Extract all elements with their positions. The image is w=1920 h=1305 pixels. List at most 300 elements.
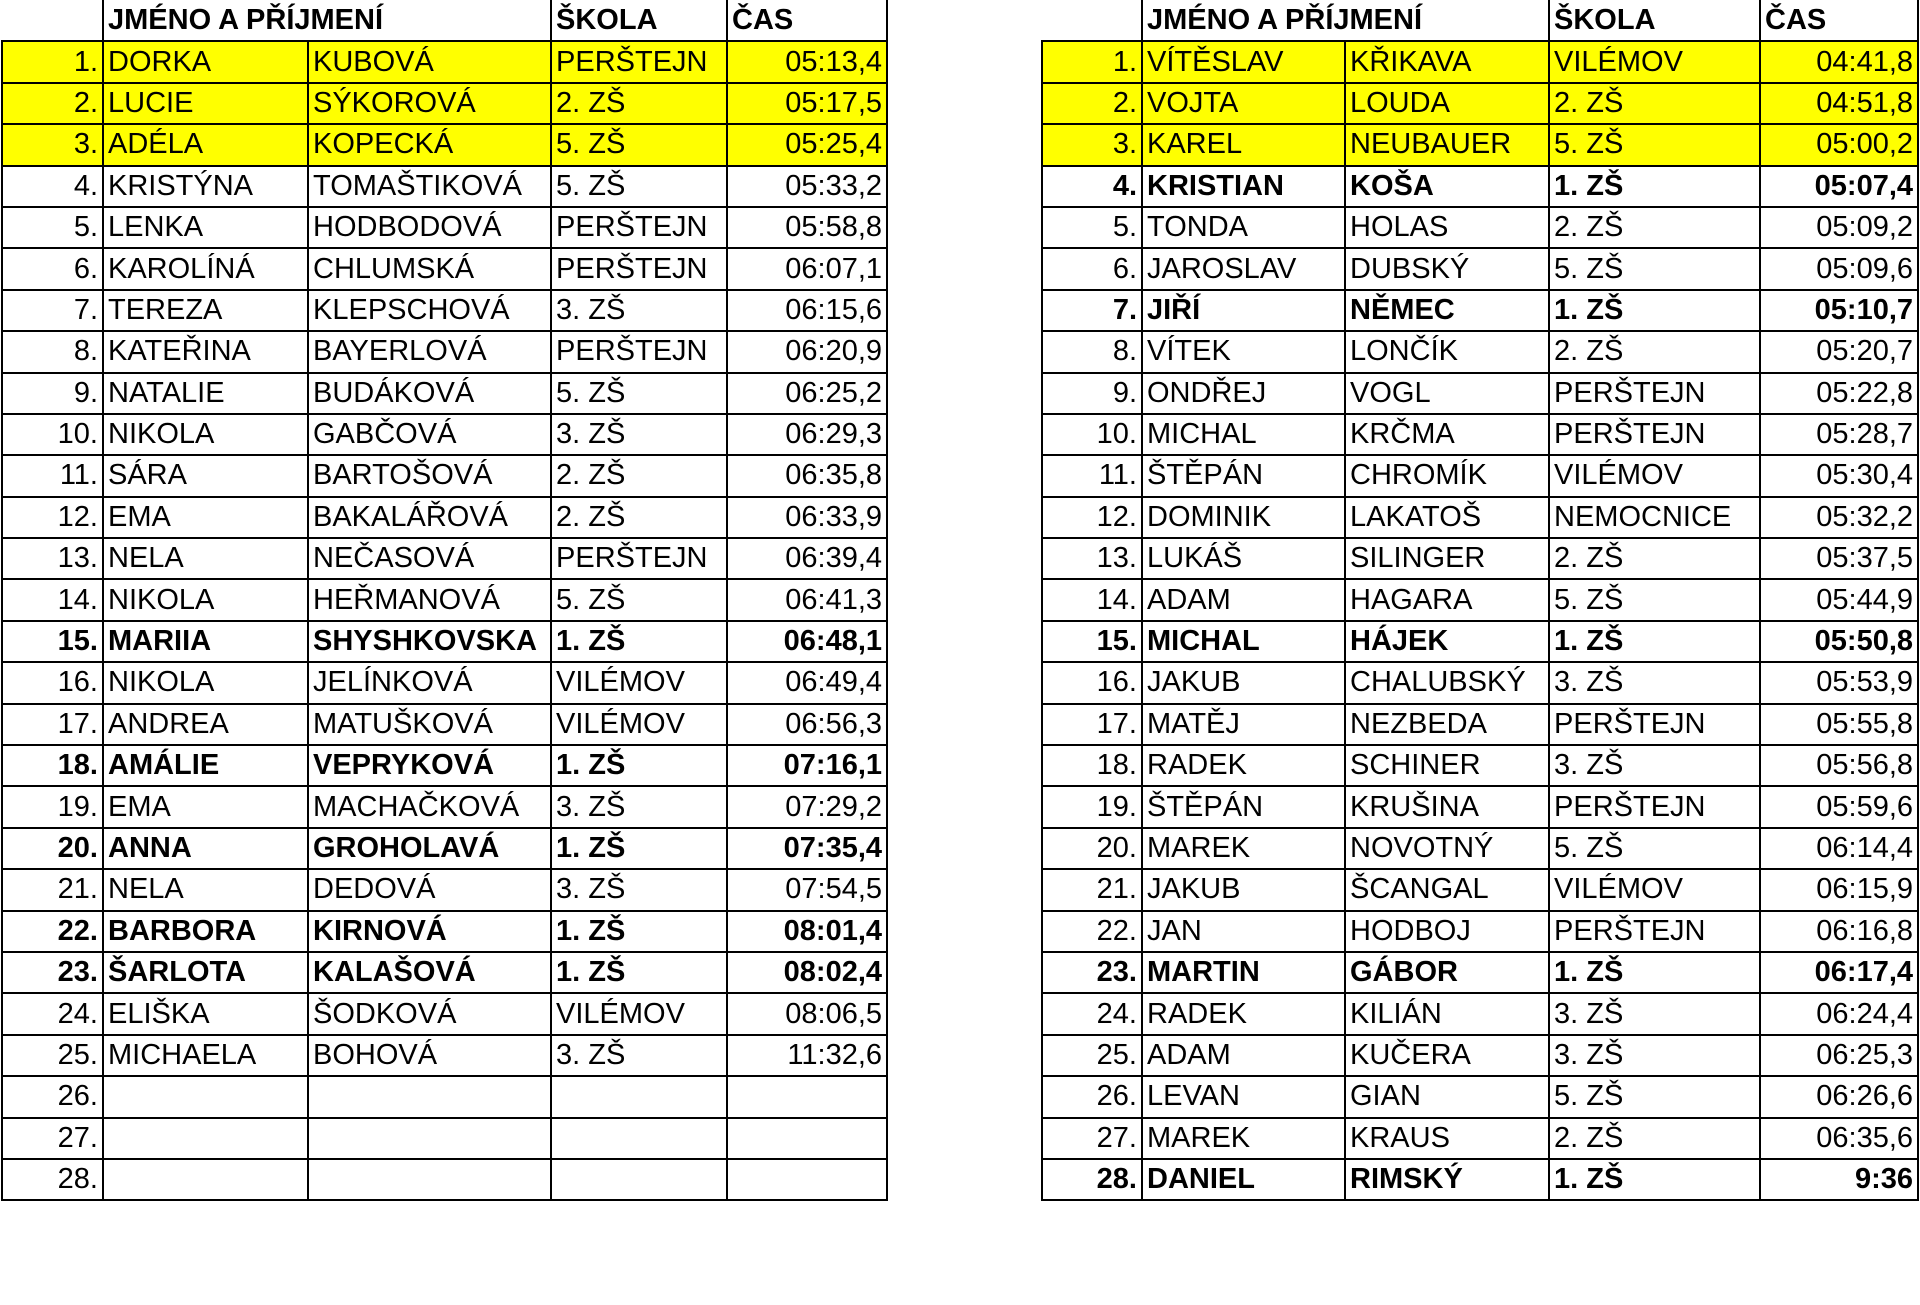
school-cell: 3. ZŠ — [1549, 1035, 1760, 1076]
rank-cell: 15. — [1042, 621, 1142, 662]
rank-cell: 4. — [1042, 166, 1142, 207]
first-name-cell: LUKÁŠ — [1142, 538, 1345, 579]
boys-result-row — [1042, 579, 1918, 620]
last-name-cell: MACHAČKOVÁ — [308, 786, 551, 827]
first-name-cell: MICHAL — [1142, 621, 1345, 662]
boys-result-row — [1042, 166, 1918, 207]
time-cell: 05:07,4 — [1760, 166, 1918, 207]
first-name-cell — [103, 1159, 308, 1200]
time-cell: 06:29,3 — [727, 414, 887, 455]
rank-cell: 25. — [2, 1035, 103, 1076]
boys-result-row — [1042, 1118, 1918, 1159]
rank-cell: 26. — [1042, 1076, 1142, 1117]
boys-result-row — [1042, 786, 1918, 827]
last-name-cell: DUBSKÝ — [1345, 248, 1549, 289]
girls-result-row — [2, 1076, 887, 1117]
first-name-cell: VÍTEK — [1142, 331, 1345, 372]
school-cell: PERŠTEJN — [551, 207, 727, 248]
rank-cell: 10. — [1042, 414, 1142, 455]
rank-cell: 23. — [2, 952, 103, 993]
school-cell: 5. ZŠ — [1549, 1076, 1760, 1117]
rank-cell: 23. — [1042, 952, 1142, 993]
time-cell: 11:32,6 — [727, 1035, 887, 1076]
rank-cell: 11. — [1042, 455, 1142, 496]
rank-cell: 19. — [2, 786, 103, 827]
rank-cell: 20. — [1042, 828, 1142, 869]
first-name-cell: EMA — [103, 497, 308, 538]
time-cell — [727, 1076, 887, 1117]
rank-cell: 1. — [1042, 41, 1142, 82]
school-cell: PERŠTEJN — [551, 41, 727, 82]
boys-result-row — [1042, 455, 1918, 496]
boys-result-row — [1042, 662, 1918, 703]
last-name-cell: BARTOŠOVÁ — [308, 455, 551, 496]
first-name-cell: SÁRA — [103, 455, 308, 496]
school-cell: 2. ZŠ — [1549, 538, 1760, 579]
rank-cell: 28. — [1042, 1159, 1142, 1200]
rank-cell: 21. — [1042, 869, 1142, 910]
girls-result-row — [2, 993, 887, 1034]
last-name-cell: GROHOLAVÁ — [308, 828, 551, 869]
first-name-cell: ADÉLA — [103, 124, 308, 165]
time-cell: 04:41,8 — [1760, 41, 1918, 82]
rank-cell: 17. — [2, 704, 103, 745]
first-name-cell: ADAM — [1142, 579, 1345, 620]
first-name-cell: ELIŠKA — [103, 993, 308, 1034]
girls-result-row — [2, 414, 887, 455]
time-cell: 05:53,9 — [1760, 662, 1918, 703]
boys-result-row — [1042, 248, 1918, 289]
boys-result-row — [1042, 83, 1918, 124]
first-name-cell: JAKUB — [1142, 869, 1345, 910]
boys-result-row — [1042, 414, 1918, 455]
rank-cell: 22. — [1042, 911, 1142, 952]
last-name-cell: KLEPSCHOVÁ — [308, 290, 551, 331]
last-name-cell: KILIÁN — [1345, 993, 1549, 1034]
time-cell: 07:29,2 — [727, 786, 887, 827]
rank-cell: 5. — [2, 207, 103, 248]
rank-cell: 28. — [2, 1159, 103, 1200]
school-cell: 5. ZŠ — [551, 124, 727, 165]
school-cell — [551, 1159, 727, 1200]
school-cell: 5. ZŠ — [551, 373, 727, 414]
girls-result-row — [2, 1118, 887, 1159]
last-name-cell: HOLAS — [1345, 207, 1549, 248]
rank-cell: 25. — [1042, 1035, 1142, 1076]
girls-results-table — [1, 0, 888, 1201]
first-name-cell: NATALIE — [103, 373, 308, 414]
time-cell: 06:17,4 — [1760, 952, 1918, 993]
boys-result-row — [1042, 538, 1918, 579]
school-cell: 5. ZŠ — [1549, 248, 1760, 289]
last-name-cell: HODBODOVÁ — [308, 207, 551, 248]
first-name-cell: NELA — [103, 538, 308, 579]
last-name-cell — [308, 1159, 551, 1200]
school-cell: VILÉMOV — [1549, 869, 1760, 910]
first-name-cell: JIŘÍ — [1142, 290, 1345, 331]
first-name-cell: MAREK — [1142, 1118, 1345, 1159]
school-cell: PERŠTEJN — [1549, 414, 1760, 455]
first-name-cell: ŠARLOTA — [103, 952, 308, 993]
rank-cell: 14. — [2, 579, 103, 620]
school-cell: 2. ZŠ — [1549, 207, 1760, 248]
school-cell: PERŠTEJN — [551, 248, 727, 289]
last-name-cell: GABČOVÁ — [308, 414, 551, 455]
time-cell: 05:20,7 — [1760, 331, 1918, 372]
rank-cell: 8. — [1042, 331, 1142, 372]
boys-result-row — [1042, 828, 1918, 869]
last-name-cell: VOGL — [1345, 373, 1549, 414]
school-cell: PERŠTEJN — [1549, 786, 1760, 827]
first-name-cell: ONDŘEJ — [1142, 373, 1345, 414]
last-name-cell: TOMAŠTIKOVÁ — [308, 166, 551, 207]
first-name-cell: DANIEL — [1142, 1159, 1345, 1200]
time-cell: 07:16,1 — [727, 745, 887, 786]
first-name-cell: ŠTĚPÁN — [1142, 786, 1345, 827]
first-name-cell: JAROSLAV — [1142, 248, 1345, 289]
rank-cell: 10. — [2, 414, 103, 455]
last-name-cell: KŘIKAVA — [1345, 41, 1549, 82]
time-cell: 06:20,9 — [727, 331, 887, 372]
boys-result-row — [1042, 745, 1918, 786]
last-name-cell: KOPECKÁ — [308, 124, 551, 165]
girls-result-row — [2, 704, 887, 745]
school-cell: 5. ZŠ — [551, 579, 727, 620]
time-cell: 06:25,2 — [727, 373, 887, 414]
rank-cell: 6. — [2, 248, 103, 289]
time-cell — [727, 1118, 887, 1159]
time-cell: 05:09,6 — [1760, 248, 1918, 289]
last-name-cell: DEDOVÁ — [308, 869, 551, 910]
first-name-cell: AMÁLIE — [103, 745, 308, 786]
girls-result-row — [2, 83, 887, 124]
first-name-cell: KATEŘINA — [103, 331, 308, 372]
last-name-cell: LONČÍK — [1345, 331, 1549, 372]
first-name-cell: NIKOLA — [103, 414, 308, 455]
rank-cell: 2. — [1042, 83, 1142, 124]
school-cell: 1. ZŠ — [1549, 290, 1760, 331]
rank-cell: 3. — [1042, 124, 1142, 165]
rank-cell: 22. — [2, 911, 103, 952]
last-name-cell: NEČASOVÁ — [308, 538, 551, 579]
last-name-cell: NOVOTNÝ — [1345, 828, 1549, 869]
school-cell: PERŠTEJN — [1549, 704, 1760, 745]
last-name-cell: BAKALÁŘOVÁ — [308, 497, 551, 538]
rank-cell: 9. — [1042, 373, 1142, 414]
school-cell: VILÉMOV — [551, 993, 727, 1034]
rank-cell: 13. — [1042, 538, 1142, 579]
header-name: JMÉNO A PŘÍJMENÍ — [103, 0, 551, 41]
last-name-cell — [308, 1076, 551, 1117]
first-name-cell: DOMINIK — [1142, 497, 1345, 538]
boys-result-row — [1042, 621, 1918, 662]
time-cell: 05:10,7 — [1760, 290, 1918, 331]
school-cell: 5. ZŠ — [1549, 579, 1760, 620]
last-name-cell: NEZBEDA — [1345, 704, 1549, 745]
rank-cell: 17. — [1042, 704, 1142, 745]
last-name-cell: KIRNOVÁ — [308, 911, 551, 952]
girls-result-row — [2, 41, 887, 82]
rank-cell: 20. — [2, 828, 103, 869]
last-name-cell: ŠODKOVÁ — [308, 993, 551, 1034]
time-cell: 05:32,2 — [1760, 497, 1918, 538]
header-time: ČAS — [727, 0, 887, 41]
boys-result-row — [1042, 952, 1918, 993]
time-cell: 05:56,8 — [1760, 745, 1918, 786]
first-name-cell: NELA — [103, 869, 308, 910]
girls-result-row — [2, 207, 887, 248]
time-cell: 06:35,6 — [1760, 1118, 1918, 1159]
time-cell: 06:15,9 — [1760, 869, 1918, 910]
school-cell: 2. ZŠ — [1549, 1118, 1760, 1159]
school-cell: PERŠTEJN — [551, 538, 727, 579]
girls-result-row — [2, 579, 887, 620]
time-cell: 06:24,4 — [1760, 993, 1918, 1034]
school-cell: 3. ZŠ — [1549, 745, 1760, 786]
boys-header-row — [1042, 0, 1918, 41]
rank-cell: 18. — [1042, 745, 1142, 786]
last-name-cell: JELÍNKOVÁ — [308, 662, 551, 703]
header-name: JMÉNO A PŘÍJMENÍ — [1142, 0, 1549, 41]
last-name-cell: HÁJEK — [1345, 621, 1549, 662]
rank-cell: 24. — [2, 993, 103, 1034]
boys-result-row — [1042, 207, 1918, 248]
rank-cell: 3. — [2, 124, 103, 165]
girls-result-row — [2, 373, 887, 414]
time-cell: 05:00,2 — [1760, 124, 1918, 165]
time-cell: 06:33,9 — [727, 497, 887, 538]
first-name-cell: LENKA — [103, 207, 308, 248]
time-cell: 06:49,4 — [727, 662, 887, 703]
first-name-cell: JAN — [1142, 911, 1345, 952]
time-cell: 06:15,6 — [727, 290, 887, 331]
school-cell: 2. ZŠ — [551, 455, 727, 496]
first-name-cell: RADEK — [1142, 993, 1345, 1034]
first-name-cell: TONDA — [1142, 207, 1345, 248]
first-name-cell: KRISTÝNA — [103, 166, 308, 207]
rank-cell: 8. — [2, 331, 103, 372]
first-name-cell: RADEK — [1142, 745, 1345, 786]
first-name-cell: ŠTĚPÁN — [1142, 455, 1345, 496]
time-cell: 05:55,8 — [1760, 704, 1918, 745]
girls-result-row — [2, 828, 887, 869]
first-name-cell: MARTIN — [1142, 952, 1345, 993]
first-name-cell: ANNA — [103, 828, 308, 869]
first-name-cell: ANDREA — [103, 704, 308, 745]
last-name-cell — [308, 1118, 551, 1159]
school-cell: NEMOCNICE — [1549, 497, 1760, 538]
school-cell: 1. ZŠ — [551, 952, 727, 993]
girls-result-row — [2, 662, 887, 703]
last-name-cell: KALAŠOVÁ — [308, 952, 551, 993]
school-cell: PERŠTEJN — [1549, 911, 1760, 952]
school-cell: 3. ZŠ — [551, 290, 727, 331]
time-cell: 08:01,4 — [727, 911, 887, 952]
school-cell — [551, 1076, 727, 1117]
time-cell: 07:35,4 — [727, 828, 887, 869]
boys-result-row — [1042, 290, 1918, 331]
time-cell: 05:25,4 — [727, 124, 887, 165]
header-school: ŠKOLA — [1549, 0, 1760, 41]
time-cell: 05:09,2 — [1760, 207, 1918, 248]
boys-result-row — [1042, 993, 1918, 1034]
time-cell: 05:22,8 — [1760, 373, 1918, 414]
first-name-cell: JAKUB — [1142, 662, 1345, 703]
time-cell: 06:07,1 — [727, 248, 887, 289]
rank-cell: 16. — [1042, 662, 1142, 703]
boys-result-row — [1042, 331, 1918, 372]
rank-cell: 27. — [1042, 1118, 1142, 1159]
school-cell: 3. ZŠ — [551, 414, 727, 455]
rank-cell: 11. — [2, 455, 103, 496]
boys-result-row — [1042, 497, 1918, 538]
rank-cell: 2. — [2, 83, 103, 124]
boys-result-row — [1042, 41, 1918, 82]
time-cell: 04:51,8 — [1760, 83, 1918, 124]
first-name-cell: LEVAN — [1142, 1076, 1345, 1117]
school-cell: 1. ZŠ — [551, 828, 727, 869]
last-name-cell: KRUŠINA — [1345, 786, 1549, 827]
time-cell: 05:13,4 — [727, 41, 887, 82]
last-name-cell: VEPRYKOVÁ — [308, 745, 551, 786]
time-cell: 9:36 — [1760, 1159, 1918, 1200]
first-name-cell: NIKOLA — [103, 579, 308, 620]
first-name-cell: LUCIE — [103, 83, 308, 124]
time-cell: 05:44,9 — [1760, 579, 1918, 620]
rank-cell: 6. — [1042, 248, 1142, 289]
rank-cell: 26. — [2, 1076, 103, 1117]
first-name-cell: BARBORA — [103, 911, 308, 952]
school-cell: 5. ZŠ — [1549, 124, 1760, 165]
time-cell: 05:58,8 — [727, 207, 887, 248]
boys-result-row — [1042, 1076, 1918, 1117]
last-name-cell: CHLUMSKÁ — [308, 248, 551, 289]
time-cell: 05:37,5 — [1760, 538, 1918, 579]
first-name-cell: KAROLÍNÁ — [103, 248, 308, 289]
last-name-cell: MATUŠKOVÁ — [308, 704, 551, 745]
school-cell: 1. ZŠ — [551, 911, 727, 952]
girls-result-row — [2, 497, 887, 538]
rank-cell: 12. — [2, 497, 103, 538]
girls-result-row — [2, 331, 887, 372]
first-name-cell: NIKOLA — [103, 662, 308, 703]
rank-cell: 7. — [2, 290, 103, 331]
boys-result-row — [1042, 1159, 1918, 1200]
last-name-cell: KOŠA — [1345, 166, 1549, 207]
time-cell: 06:16,8 — [1760, 911, 1918, 952]
header-rank-cell — [2, 0, 103, 41]
rank-cell: 16. — [2, 662, 103, 703]
last-name-cell: LOUDA — [1345, 83, 1549, 124]
first-name-cell — [103, 1118, 308, 1159]
last-name-cell: NĚMEC — [1345, 290, 1549, 331]
boys-results-body — [1042, 0, 1918, 1200]
school-cell: 1. ZŠ — [1549, 952, 1760, 993]
first-name-cell: MARIIA — [103, 621, 308, 662]
last-name-cell: KUČERA — [1345, 1035, 1549, 1076]
school-cell: PERŠTEJN — [551, 331, 727, 372]
first-name-cell: MAREK — [1142, 828, 1345, 869]
time-cell: 06:48,1 — [727, 621, 887, 662]
school-cell: 1. ZŠ — [1549, 1159, 1760, 1200]
last-name-cell: RIMSKÝ — [1345, 1159, 1549, 1200]
school-cell: 1. ZŠ — [1549, 166, 1760, 207]
girls-result-row — [2, 455, 887, 496]
school-cell: 1. ZŠ — [1549, 621, 1760, 662]
rank-cell: 1. — [2, 41, 103, 82]
boys-result-row — [1042, 1035, 1918, 1076]
time-cell: 06:14,4 — [1760, 828, 1918, 869]
time-cell: 06:25,3 — [1760, 1035, 1918, 1076]
last-name-cell: GÁBOR — [1345, 952, 1549, 993]
boys-result-row — [1042, 704, 1918, 745]
first-name-cell: MICHAL — [1142, 414, 1345, 455]
school-cell: 5. ZŠ — [1549, 828, 1760, 869]
school-cell: 3. ZŠ — [551, 1035, 727, 1076]
last-name-cell: BOHOVÁ — [308, 1035, 551, 1076]
time-cell: 06:35,8 — [727, 455, 887, 496]
rank-cell: 9. — [2, 373, 103, 414]
rank-cell: 5. — [1042, 207, 1142, 248]
last-name-cell: HEŘMANOVÁ — [308, 579, 551, 620]
first-name-cell: EMA — [103, 786, 308, 827]
girls-result-row — [2, 166, 887, 207]
header-school: ŠKOLA — [551, 0, 727, 41]
last-name-cell: BUDÁKOVÁ — [308, 373, 551, 414]
boys-results-table — [1041, 0, 1919, 1201]
girls-result-row — [2, 952, 887, 993]
last-name-cell: BAYERLOVÁ — [308, 331, 551, 372]
girls-result-row — [2, 1159, 887, 1200]
time-cell: 07:54,5 — [727, 869, 887, 910]
rank-cell: 24. — [1042, 993, 1142, 1034]
time-cell: 05:59,6 — [1760, 786, 1918, 827]
girls-result-row — [2, 911, 887, 952]
school-cell: VILÉMOV — [1549, 41, 1760, 82]
rank-cell: 7. — [1042, 290, 1142, 331]
girls-result-row — [2, 124, 887, 165]
school-cell: 3. ZŠ — [1549, 662, 1760, 703]
time-cell: 08:06,5 — [727, 993, 887, 1034]
time-cell: 05:28,7 — [1760, 414, 1918, 455]
rank-cell: 15. — [2, 621, 103, 662]
girls-results-body — [2, 0, 887, 1200]
girls-result-row — [2, 538, 887, 579]
last-name-cell: SILINGER — [1345, 538, 1549, 579]
school-cell: VILÉMOV — [551, 704, 727, 745]
school-cell — [551, 1118, 727, 1159]
first-name-cell: VÍTĚSLAV — [1142, 41, 1345, 82]
rank-cell: 19. — [1042, 786, 1142, 827]
time-cell: 06:26,6 — [1760, 1076, 1918, 1117]
school-cell: 2. ZŠ — [1549, 83, 1760, 124]
school-cell: 5. ZŠ — [551, 166, 727, 207]
last-name-cell: SCHINER — [1345, 745, 1549, 786]
rank-cell: 18. — [2, 745, 103, 786]
last-name-cell: CHALUBSKÝ — [1345, 662, 1549, 703]
time-cell: 06:39,4 — [727, 538, 887, 579]
last-name-cell: KRAUS — [1345, 1118, 1549, 1159]
last-name-cell: GIAN — [1345, 1076, 1549, 1117]
header-rank-cell — [1042, 0, 1142, 41]
girls-result-row — [2, 869, 887, 910]
first-name-cell: VOJTA — [1142, 83, 1345, 124]
rank-cell: 14. — [1042, 579, 1142, 620]
first-name-cell: KAREL — [1142, 124, 1345, 165]
school-cell: 1. ZŠ — [551, 621, 727, 662]
boys-result-row — [1042, 869, 1918, 910]
boys-result-row — [1042, 124, 1918, 165]
